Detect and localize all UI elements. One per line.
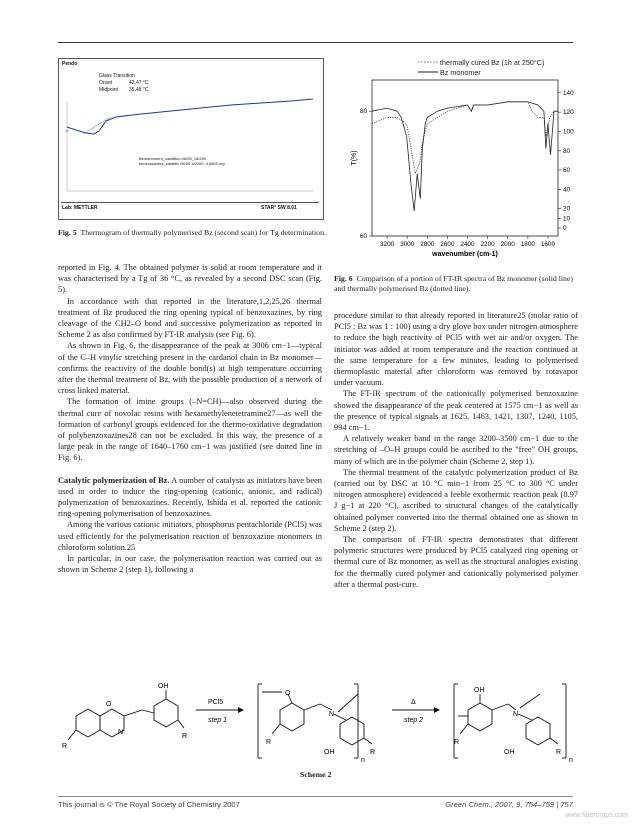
left-y-tick-label-0: 60 (359, 233, 367, 240)
fig6-caption-label: Fig. 6 (334, 274, 353, 283)
polymer2-r1: R (454, 739, 460, 746)
polymer1-o: O (285, 690, 291, 697)
lab-label: Lab: METTLER (62, 205, 98, 211)
right-y-tick-label-7: 120 (563, 109, 574, 117)
right-y-tick-label-2: 20 (563, 205, 571, 213)
left-column (58, 262, 322, 575)
footer-right: Green Chem., 2007, 9, 754–759 | 757 (445, 800, 573, 809)
right-para-5: The comparison of FT-IR spectra demonstrates that different polymeric structures were produced by PCl5 catalyzed ring opening or thermal cure of Bz monomer, as well as the structural analogies existing for the thermally cured polymer and cationically polymerised polymer after a thermal post-cure. (334, 535, 578, 589)
scheme-title: Scheme 2 (300, 770, 332, 779)
right-y-tick-label-1: 10 (563, 215, 571, 223)
fig5-caption-text: Thermogram of thermally polymerised Bz (second scan) for Tg determination. (80, 228, 326, 237)
sample-line-1: Bzmonomero_catalitico 06/05_18/200 (139, 156, 207, 161)
fig6-caption-text: Comparison of a portion of FT-IR spectra of Bz monomer (solid line) and thermally polymerised Bz (dotted line). (334, 274, 574, 293)
x-tick-label-1: 3000 (400, 241, 415, 248)
right-para-1: procedure similar to that already reported in literature25 (molar ratio of PCl5 : Bz was 1 : 100) using a dry glove box under nitrogen atmosphere to reduce the high reactivity of PCl5 with wet air and/or oxygen. The initiator was added at room temperature and the reaction continued at the same temperature for a few minutes, leading to polymerised thermoplastic material after chloroform was removed by rotavapor under vacuum. (334, 311, 578, 388)
monomer-r2: R (182, 733, 188, 740)
right-column (334, 310, 578, 590)
fig6-caption (334, 274, 578, 294)
onset-value: 42,47 °C (129, 80, 149, 86)
x-tick-label-0: 3200 (379, 241, 395, 248)
polymer2-r2: R (556, 749, 562, 756)
monomer-r1: R (62, 743, 68, 750)
reagent-heat: Δ (411, 699, 416, 706)
polymer1-n: N (329, 711, 335, 718)
legend-solid-label: Bz monomer (440, 67, 481, 77)
left-para-1: reported in Fig. 4. The obtained polymer is solid at room temperature and it was characterised by a Tg of 36 °C, as revealed by a second DSC scan (Fig. 5). (58, 263, 322, 295)
polymer1-r2: R (370, 749, 376, 756)
left-para-5: A number of catalysts as initiators have been used in order to induce the ring-opening (cationic, anionic, and radical) polymerization of benzoxazines. Recently, Ishida et al. reported the cationic ring-opening polymerisation of benzoxazines. (58, 475, 322, 519)
step1-arrow (196, 707, 244, 713)
polymer1-n-sub: n (361, 757, 365, 764)
polymer1-structure (258, 684, 372, 758)
fig6-ftir-chart (350, 58, 582, 258)
polymer2-n-sub: n (569, 757, 573, 764)
thermogram-curve (61, 61, 319, 211)
sample-line-2: benzossazina_catalitic 06/05 18/200, 4,5800 mg (139, 161, 225, 166)
footer-left: This journal is © The Royal Society of Chemistry 2007 (58, 800, 240, 809)
polymer2-n: N (513, 711, 519, 718)
thermo-header: Pendo (62, 61, 78, 67)
fig5-caption-label: Fig. 5 (58, 228, 77, 237)
polymer1-r1: R (266, 739, 272, 746)
right-para-2: The FT-IR spectrum of the cationically polymerised benzoxazine showed the disappearance of the peak centered at 1575 cm−1 as well as the presence of typical signals at 1625, 1463, 1421, 1307, 1240, 1105, 994 cm−1. (334, 389, 578, 433)
y-axis-label: T(%) (351, 150, 358, 166)
x-axis-label: wavenumber (cm-1) (432, 251, 498, 258)
midpoint-value: 35,48 °C (129, 87, 149, 93)
series-line-0 (372, 102, 558, 174)
polymer2-structure (454, 684, 566, 758)
section-heading: Catalytic polymerization of Bz. (58, 475, 170, 485)
series-line-1 (372, 102, 558, 211)
x-tick-label-4: 2400 (460, 241, 475, 248)
x-tick-label-3: 2600 (440, 241, 455, 248)
right-y-tick-label-5: 80 (563, 147, 571, 155)
monomer-o: O (106, 701, 112, 708)
x-tick-label-6: 2000 (500, 241, 515, 248)
x-tick-label-7: 1800 (520, 241, 535, 248)
left-para-6: Among the various cationic initiators, phosphorus pentachloride (PCl5) was used efficiently for the polymerisation reaction of benzoxazine monomers in chloroform solution.25 (58, 520, 322, 552)
onset-label: Onset (99, 80, 113, 86)
polymer2-oh-2: OH (504, 749, 515, 756)
x-tick-label-2: 2800 (420, 241, 435, 248)
page-footer (58, 800, 573, 809)
fig5-thermogram (58, 58, 324, 220)
scheme-2-diagram (58, 676, 578, 768)
step2-label: step 2 (404, 717, 424, 724)
right-y-tick-label-0: 0 (563, 225, 567, 232)
right-y-tick-label-8: 140 (563, 89, 574, 97)
left-para-7: In particular, in our case, the polymerisation reaction was carried out as shown in Scheme 2 (step 1), following a (58, 554, 322, 575)
monomer-oh: OH (158, 683, 169, 690)
monomer-structure (68, 690, 184, 740)
right-y-tick-label-6: 100 (563, 128, 574, 136)
x-tick-label-8: 1600 (540, 241, 556, 248)
header-rule (58, 42, 573, 43)
reagent-pcl5: PCl5 (208, 699, 224, 706)
polymer2-oh-1: OH (474, 687, 485, 694)
left-para-3: As shown in Fig. 6, the disappearance of the peak at 3006 cm−1—typical of the C–H vinylic stretching present in the cardanol chain in Bz monomer—confirms the reactivity of the double bond(s) at high temperature occurring after the thermal treatment of Bz, with the possible production of a network of cross linked material. (58, 341, 322, 396)
footer-rule (58, 796, 573, 797)
legend-dotted-label: thermally cured Bz (1h at 250°C) (440, 58, 545, 67)
midpoint-label: Midpoint (99, 87, 118, 93)
monomer-n: N (118, 729, 124, 736)
right-para-4: The thermal treatment of the catalytic polymerization product of Bz (carried out by DSC at 10 °C min−1 from 25 °C to 300 °C under nitrogen atmosphere) evidenced a feeble exothermic reaction peak (8.97 J g−1 at 220 °C), ascribed to structural changes of the catalytically obtained polymer converted into the thermal obtained one as shown in Scheme 2 (step 2). (334, 467, 578, 533)
watermark: www.fibercrops.com (565, 812, 628, 819)
right-para-3: A relatively weaker band in the range 3200–3500 cm−1 due to the stretching of –O–H groups could be ascribed to the "free" OH groups, many of which are in the polymer chain (Scheme 2, step 1). (334, 434, 578, 466)
right-y-tick-label-3: 40 (563, 186, 571, 194)
right-y-tick-label-4: 60 (563, 167, 571, 175)
left-para-2: In accordance with that reported in the literature,1,2,25,26 thermal treatment of Bz produced the ring opening typical of benzoxazines, by ring cleavage of the CH2–O bond and successive polymerization as reported in Scheme 2 as also confirmed by FT-IR analysis (see Fig. 6). (58, 296, 322, 340)
left-y-tick-label-1: 80 (359, 108, 367, 116)
step2-arrow (392, 707, 440, 713)
plot-frame (372, 80, 558, 236)
left-para-4: The formation of imine groups (–N=CH)—also observed during the thermal cure of novolac resins with hexamethylenetetramine27—as well the formation of carbonyl groups evidenced for the thermo-oxidative degradation of polybenzoxazines28 can not be excluded. In this way, the presence of a large peak in the range of 1640–1760 cm−1 was justified (see dotted line in Fig. 6). (58, 397, 322, 463)
polymer1-oh: OH (324, 749, 335, 756)
ir-plot-svg (350, 58, 582, 258)
fig5-caption (58, 228, 328, 238)
star-label: STAR° SW 8.01 (261, 205, 297, 211)
glass-transition-title: Glass Transition (99, 73, 135, 79)
step1-label: step 1 (208, 717, 228, 724)
x-tick-label-5: 2200 (480, 241, 495, 248)
